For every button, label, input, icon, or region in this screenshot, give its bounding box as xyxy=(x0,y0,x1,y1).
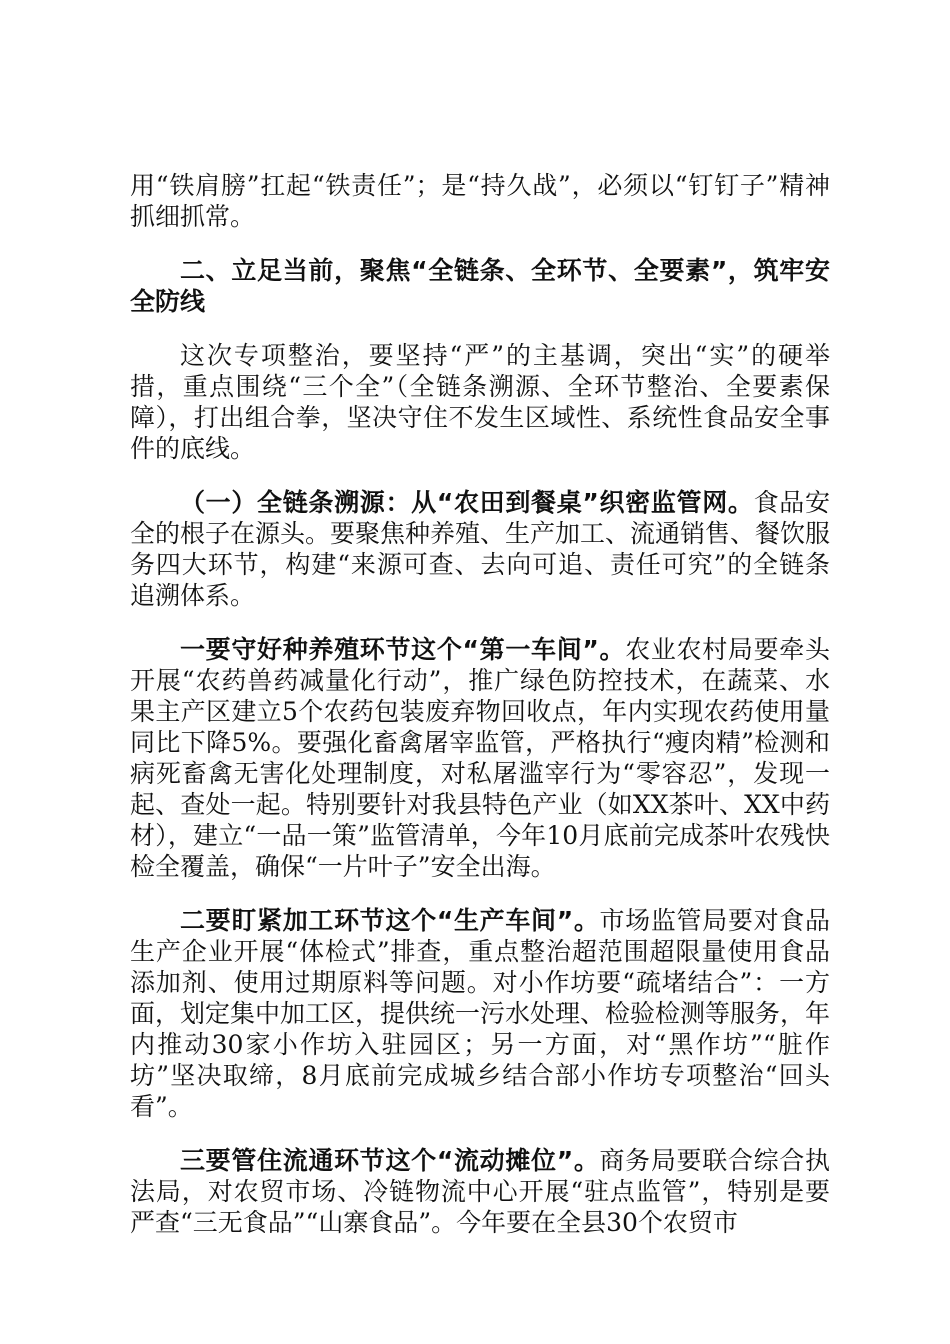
item-lead: 一要守好种养殖环节这个“第一车间”。 xyxy=(180,635,626,664)
paragraph-continuation xyxy=(130,170,830,232)
paragraph-text: 食品安全的根子在源头。要聚焦种养殖、生产加工、流通销售、餐饮服务四大环节，构建“来源可查、去向可追、责任可究”的全链条追溯体系。 xyxy=(130,488,831,610)
paragraph-subsection-1 xyxy=(130,487,830,611)
document-body xyxy=(130,170,830,1261)
paragraph-item-2 xyxy=(130,905,830,1122)
paragraph-text: 商务局要联合综合执法局，对农贸市场、冷链物流中心开展“驻点监管”，特别是要严查“三无食品”“山寨食品”。今年要在全县30个农贸市 xyxy=(130,1146,830,1237)
paragraph-text: 市场监管局要对食品生产企业开展“体检式”排查，重点整治超范围超限量使用食品添加剂、使用过期原料等问题。对小作坊要“疏堵结合”：一方面，划定集中加工区，提供统一污水处理、检验检测等服务，年内推动30家小作坊入驻园区；另一方面，对“黑作坊”“脏作坊”坚决取缔，8月底前完成城乡结合部小作坊专项整治“回头看”。 xyxy=(130,906,831,1121)
paragraph-text: 这次专项整治，要坚持“严”的主基调，突出“实”的硬举措，重点围绕“三个全”（全链条溯源、全环节整治、全要素保障），打出组合拳，坚决守住不发生区域性、系统性食品安全事件的底线。 xyxy=(130,341,831,463)
item-lead: 三要管住流通环节这个“流动摊位”。 xyxy=(180,1146,600,1175)
section-heading xyxy=(130,255,830,317)
paragraph-item-3 xyxy=(130,1145,830,1238)
paragraph-intro xyxy=(130,340,830,464)
item-lead: 二要盯紧加工环节这个“生产车间”。 xyxy=(180,906,600,935)
subsection-heading: （一）全链条溯源：从“农田到餐桌”织密监管网。 xyxy=(180,488,754,517)
paragraph-text: 农业农村局要牵头开展“农药兽药减量化行动”，推广绿色防控技术，在蔬菜、水果主产区建立5个农药包装废弃物回收点，年内实现农药使用量同比下降5%。要强化畜禽屠宰监管，严格执行“瘦肉精”检测和病死畜禽无害化处理制度，对私屠滥宰行为“零容忍”，发现一起、查处一起。特别要针对我县特色产业（如XX茶叶、XX中药材），建立“一品一策”监管清单，今年10月底前完成茶叶农残快检全覆盖，确保“一片叶子”安全出海。 xyxy=(130,635,830,881)
paragraph-item-1 xyxy=(130,634,830,882)
heading-text: 二、立足当前，聚焦“全链条、全环节、全要素”，筑牢安全防线 xyxy=(130,256,830,316)
paragraph-text: 用“铁肩膀”扛起“铁责任”；是“持久战”，必须以“钉钉子”精神抓细抓常。 xyxy=(130,171,830,231)
